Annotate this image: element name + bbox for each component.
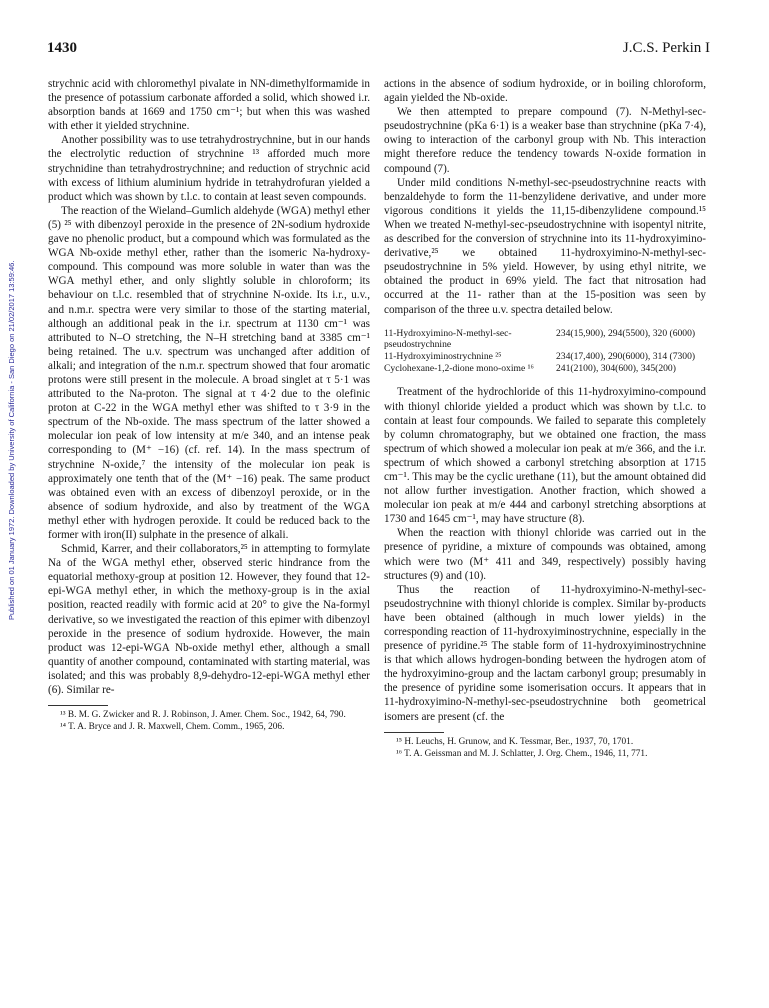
paragraph: strychnic acid with chloromethyl pivalate in NN-dimethylformamide in the presence of potassium carbonate afforded a solid, which showed i.r. absorption bands at 1669 and 1750 cm⁻¹; but when this was washed with ether it yielded strychnine. <box>48 78 370 133</box>
values-cell: 234(17,400), 290(6000), 314 (7300) <box>556 351 696 362</box>
paragraph: Schmid, Karrer, and their collaborators,²⁵ in attempting to formylate Na of the WGA methyl ether, observed steric hindrance from the equatorial methoxy-group at position 12. However, they found that 12-epi-WGA methyl ether, in which the methoxy-group is in the axial position, reacted readily with formic acid at 20° to give the Na-formyl derivative, so we investigated the reaction of this epimer with dibenzoyl peroxide in the presence of sodium hydroxide. However, the main product was 12-epi-WGA Nb-oxide methyl ether, although a small quantity of another compound, contaminated with starting material, was isolated; and this was probably 8,9-dehydro-12-epi-WGA methyl ether (6). Similar re- <box>48 543 370 697</box>
footnote-rule <box>48 705 108 706</box>
right-column <box>384 77 706 761</box>
footnote-rule <box>384 732 444 733</box>
paragraph: When the reaction with thionyl chloride was carried out in the presence of pyridine, a mixture of compounds was obtained, among which were two (M⁺ 411 and 349, respectively) possibly having structures (9) and (10). <box>384 527 706 582</box>
paragraph: Under mild conditions N-methyl-sec-pseudostrychnine reacts with benzaldehyde to form the 11-benzylidene derivative, and under more vigorous conditions it yields the 11,15-dibenzylidene compound.¹⁵ When we treated N-methyl-sec-pseudostrychnine with isopentyl nitrite, as described for the conversion of strychnine into its 11-hydroxyimino-derivative,²⁵ we obtained 11-hydroxyimino-N-methyl-sec-pseudostrychnine in 5% yield. However, by using ethyl nitrite, we obtained the product in 69% yield. The fact that nitrosation had occurred at the 11- rather than at the 15-position was seen by comparison of the three u.v. spectra detailed below. <box>384 176 706 316</box>
paragraph: Treatment of the hydrochloride of this 11-hydroxyimino-compound with thionyl chloride yielded a product which was shown by t.l.c. to contain at least four compounds. We failed to separate this completely by column chromatography, but we obtained one fraction, the mass spectrum of which showed a molecular ion peak at m/e 366, and the i.r. spectrum of which showed a carbonyl stretching absorption at 1715 cm⁻¹. This may be the cyclic urethane (11), but the amount obtained did not allow further investigation. Another fraction, which showed a molecular ion peak at m/e 444 and carbonyl stretching absorptions at 1730 and 1645 cm⁻¹, may have structure (8). <box>384 386 706 526</box>
footnote: ¹³ B. M. G. Zwicker and R. J. Robinson, J. Amer. Chem. Soc., 1942, 64, 790. <box>60 710 346 721</box>
compound-cell: 11-Hydroxyimino-N-methyl-sec-pseudostrychnine <box>384 327 512 350</box>
table-row <box>384 363 706 374</box>
paragraph: Thus the reaction of 11-hydroxyimino-N-methyl-sec-pseudostrychnine with thionyl chloride is complex. Similar by-products have been obtained (although in much lower yields) in the corresponding reaction of 11-hydroxyiminostrychnine, especially in the presence of pyridine.²⁵ The stable form of 11-hydroxyiminostrychnine is that which allows hydrogen-bonding between the hydrogen atom of the hydroxyimino-group and the lactam carbonyl group; presumably in the presence of pyridine some isomerisation occurs. It appears that in 11-hydroxyimino-N-methyl-sec-pseudostrychnine both geometrical isomers are present (cf. the <box>384 583 706 723</box>
compound-cell: Cyclohexane-1,2-dione mono-oxime ¹⁶ <box>384 363 534 375</box>
footnote: ¹⁴ T. A. Bryce and J. R. Maxwell, Chem. Comm., 1965, 206. <box>60 722 285 733</box>
journal-title: J.C.S. Perkin I <box>622 40 710 56</box>
page-number: 1430 <box>47 40 77 56</box>
values-cell: 241(2100), 304(600), 345(200) <box>556 363 676 375</box>
paragraph: Another possibility was to use tetrahydrostrychnine, but in our hands the electrolytic reduction of strychnine ¹³ afforded much more strychnidine than tetrahydrostrychnine; and reduction of strychnic acid with excess of lithium aluminium hydride in tetrahydrofuran yielded a product which was shown by t.l.c. to contain at least seven compounds. <box>48 134 370 203</box>
uv-spectra-table <box>384 328 706 375</box>
footnote: ¹⁶ T. A. Geissman and M. J. Schlatter, J. Org. Chem., 1946, 11, 771. <box>396 748 648 759</box>
compound-cell: 11-Hydroxyiminostrychnine ²⁵ <box>384 351 502 362</box>
paragraph: We then attempted to prepare compound (7). N-Methyl-sec-pseudostrychnine (pKa 6·1) is a weaker base than strychnine (pKa 7·4), owing to interaction of the carbonyl group with Nb. This interaction might therefore reduce the tendency towards N-oxide formation in compound (7). <box>384 106 706 175</box>
left-column <box>48 77 370 734</box>
download-watermark: Published on 01 January 1972. Downloaded by University of California - San Diego on 21/02/2017 13:59:46. <box>7 260 16 620</box>
table-row <box>384 351 706 362</box>
footnote: ¹⁵ H. Leuchs, H. Grunow, and K. Tessmar, Ber., 1937, 70, 1701. <box>396 736 634 747</box>
table-row <box>384 328 706 350</box>
paragraph: The reaction of the Wieland–Gumlich aldehyde (WGA) methyl ether (5) ²⁵ with dibenzoyl peroxide in the presence of 2N-sodium hydroxide gave no phenolic product, but a compound which was formulated as the WGA Nb-oxide methyl ether, rather than the isomeric Na-hydroxy-compound. This compound was more soluble in water than was the WGA methyl ether, and only slightly soluble in chloroform; its behaviour on t.l.c. resembled that of strychnine N-oxide. Its i.r., u.v., and n.m.r. spectra were very similar to those of the starting material, although an additional peak in the i.r. spectrum at 1130 cm⁻¹ was attributed to N–O stretching, the N–H stretching band at 3385 cm⁻¹ being retained. The u.v. spectrum was unchanged after addition of alkali; and integration of the n.m.r. spectrum showed that four aromatic protons were still present in the molecule. A broad singlet at τ 5·1 was attributed to the Na-proton. The signal at τ 4·2 due to the olefinic proton at C-22 in the WGA methyl ether was shifted to τ 3·9 in the spectrum of the Nb-oxide. The mass spectrum of the latter showed a molecular ion peak of low intensity at m/e 340, and an intense peak corresponding to (M⁺ −16) (cf. ref. 14). In the mass spectrum of strychnine N-oxide,⁷ the intensity of the molecular ion peak is approximately one tenth that of the (M⁺ −16) peak. The same product was obtained even with an excess of dibenzoyl peroxide, or in the absence of sodium hydroxide, and also by treatment of the WGA methyl ether with hydrogen peroxide. It could be reduced back to the former with iron(II) sulphate in the presence of alkali. <box>48 204 370 541</box>
paragraph: actions in the absence of sodium hydroxide, or in boiling chloroform, again yielded the Nb-oxide. <box>384 78 706 105</box>
values-cell: 234(15,900), 294(5500), 320 (6000) <box>556 327 696 339</box>
